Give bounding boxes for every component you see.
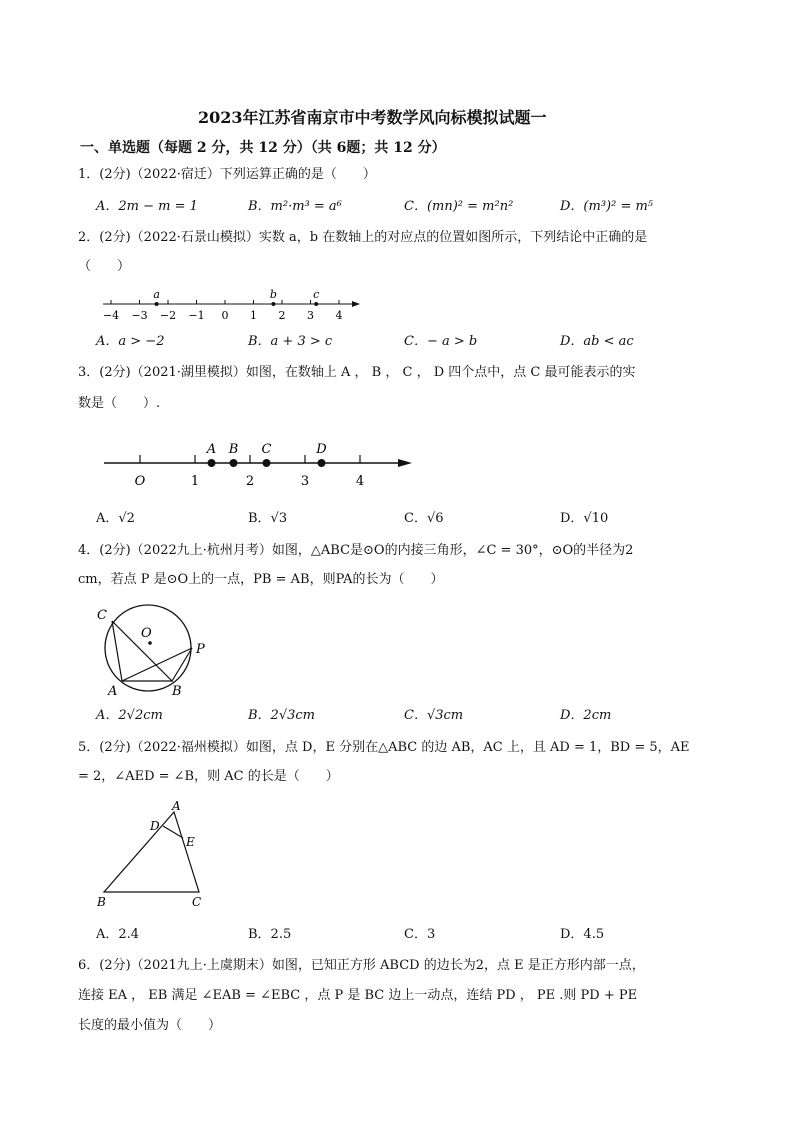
q2-option-a[interactable]: A．a > −2	[96, 334, 165, 349]
q4-option-b[interactable]: B．2√3cm	[248, 708, 315, 723]
q3-point-A	[208, 459, 216, 467]
q3-tick-label: 4	[355, 474, 365, 489]
q2-axis-arrow	[352, 301, 360, 307]
q3-tick-label: 3	[300, 474, 310, 489]
q3-point-label-C: C	[261, 442, 272, 457]
q4-label-c: C	[97, 608, 107, 623]
q5-option-a[interactable]: A．2.4	[96, 927, 140, 942]
q2-stem-line2: （ ）	[78, 259, 131, 274]
q5-label-e: E	[186, 835, 195, 849]
q3-option-c[interactable]: C．√6	[404, 511, 444, 526]
q4-stem-line2: cm，若点 P 是⊙O上的一点，PB = AB，则PA的长为（ ）	[78, 572, 444, 587]
q2-tick-label: 4	[335, 309, 343, 322]
q2-option-c[interactable]: C．− a > b	[404, 334, 478, 349]
q2-option-b[interactable]: B．a + 3 > c	[248, 334, 333, 349]
q1-option-d[interactable]: D．(m³)² = m⁵	[560, 199, 654, 214]
q4-center-dot	[148, 641, 152, 645]
q2-point-a	[155, 302, 159, 306]
q5-label-b: B	[97, 895, 106, 909]
q6-stem-line3: 长度的最小值为（ ）	[78, 1018, 222, 1033]
q3-point-label-D: D	[316, 442, 327, 457]
q4-option-c[interactable]: C．√3cm	[404, 708, 464, 723]
q2-point-c	[314, 302, 318, 306]
q5-seg-de	[163, 826, 183, 838]
q4-stem-line1: 4．(2分)（2022九上·杭州月考）如图，△ABC是⊙O的内接三角形，∠C = 30°，⊙O的半径为2	[78, 543, 634, 558]
q5-option-d[interactable]: D．4.5	[560, 927, 605, 942]
q5-stem-line2: = 2，∠AED = ∠B，则 AC 的长是（ ）	[78, 769, 339, 784]
section-header: 一、单选题（每题 2 分，共 12 分）（共 6题；共 12 分）	[80, 140, 446, 156]
q4-label-o: O	[141, 626, 152, 641]
q3-point-C	[263, 459, 271, 467]
q4-label-p: P	[196, 642, 205, 657]
q2-tick-label: −2	[159, 309, 177, 322]
page-title: 2023年江苏省南京市中考数学风向标模拟试题一	[198, 108, 547, 127]
q2-point-label-b: b	[269, 288, 277, 301]
q5-triangle-abc	[104, 812, 199, 892]
q3-option-d[interactable]: D．√10	[560, 511, 609, 526]
q3-axis-arrow	[398, 459, 412, 467]
q3-point-label-B: B	[228, 442, 239, 457]
q3-point-label-A: A	[206, 442, 217, 457]
q5-label-a: A	[172, 799, 181, 813]
q3-tick-label: 2	[245, 474, 255, 489]
q2-tick-label: 2	[278, 309, 286, 322]
q3-point-B	[230, 459, 238, 467]
q2-point-label-a: a	[153, 288, 160, 301]
q1-option-c[interactable]: C．(mn)² = m²n²	[404, 199, 514, 214]
q2-tick-label: 0	[221, 309, 229, 322]
q2-tick-label: −3	[131, 309, 148, 322]
q3-option-a[interactable]: A．√2	[96, 511, 135, 526]
q5-label-d: D	[150, 819, 160, 833]
q4-triangle	[112, 621, 172, 681]
q6-stem-line2: 连接 EA ， EB 满足 ∠EAB = ∠EBC ，点 P 是 BC 边上一动点，连结 PD ， PE .则 PD + PE	[78, 988, 638, 1003]
q2-tick-label: −1	[188, 309, 205, 322]
q4-label-a: A	[108, 684, 118, 699]
q5-label-c: C	[192, 895, 202, 909]
q3-stem-line2: 数是（ ）.	[78, 396, 161, 411]
q5-option-c[interactable]: C．3	[404, 927, 436, 942]
q3-tick-label: O	[134, 474, 146, 489]
q4-circle	[105, 605, 191, 691]
q5-stem-line1: 5．(2分)（2022·福州模拟）如图，点 D，E 分别在△ABC 的边 AB，AC 上，且 AD = 1，BD = 5，AE	[78, 740, 690, 755]
q4-seg-pb	[172, 648, 192, 681]
q4-seg-pa	[122, 648, 192, 681]
q6-stem-line1: 6．(2分)（2021九上·上虞期末）如图，已知正方形 ABCD 的边长为2，点 E 是正方形内部一点，	[78, 958, 645, 973]
q1-option-b[interactable]: B．m²·m³ = a⁶	[248, 199, 342, 214]
q3-stem-line1: 3．(2分)（2021·湖里模拟）如图，在数轴上 A ， B ， C ， D 四个点中，点 C 最可能表示的实	[78, 365, 636, 380]
q4-option-a[interactable]: A．2√2cm	[96, 708, 163, 723]
q2-tick-label: 1	[250, 309, 257, 322]
q2-stem-line1: 2．(2分)（2022·石景山模拟）实数 a，b 在数轴上的对应点的位置如图所示，下列结论中正确的是	[78, 230, 648, 245]
q2-tick-label: 3	[307, 309, 314, 322]
q3-tick-label: 1	[190, 474, 200, 489]
q3-option-b[interactable]: B．√3	[248, 511, 288, 526]
q1-option-a[interactable]: A．2m − m = 1	[96, 199, 198, 214]
q4-option-d[interactable]: D．2cm	[560, 708, 612, 723]
q2-option-d[interactable]: D．ab < ac	[560, 334, 634, 349]
q5-option-b[interactable]: B．2.5	[248, 927, 292, 942]
q1-stem: 1．(2分)（2022·宿迁）下列运算正确的是（ ）	[78, 167, 376, 182]
q2-tick-label: −4	[102, 309, 120, 322]
q2-point-label-c: c	[313, 288, 320, 301]
q2-point-b	[271, 302, 275, 306]
q4-label-b: B	[172, 684, 182, 699]
q3-point-D	[318, 459, 326, 467]
